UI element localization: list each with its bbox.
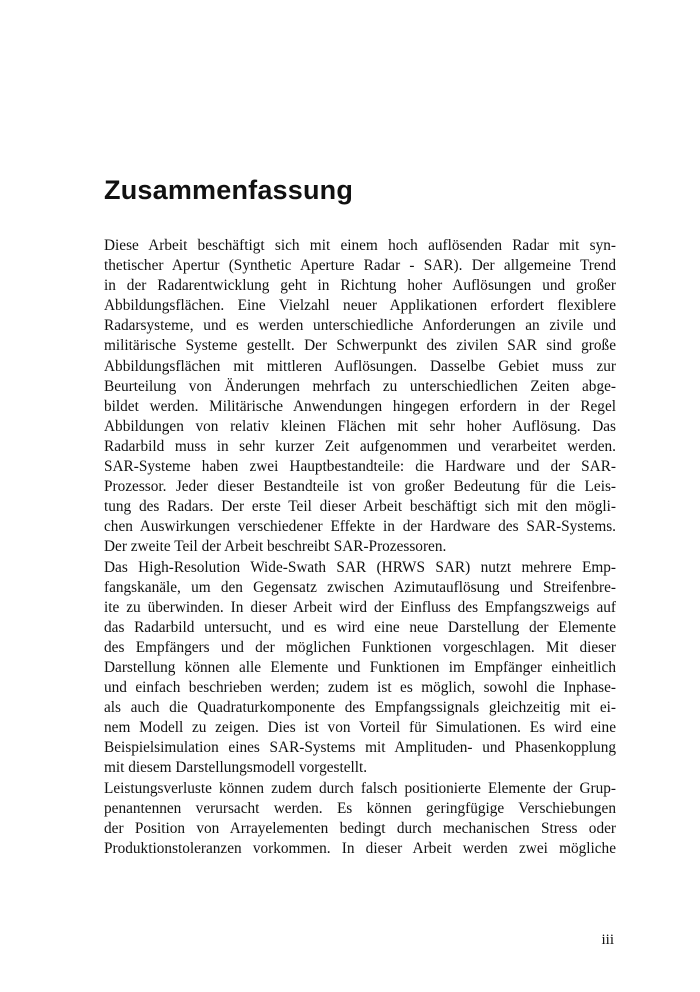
text-line: Beispielsimulation eines SAR-Systems mit Amplituden- und Phasenkopplung: [104, 739, 616, 757]
text-line: Darstellung können alle Elemente und Funktionen im Empfänger einheitlich: [104, 658, 616, 676]
text-line: der Position von Arrayelementen bedingt durch mechanischen Stress oder: [104, 819, 616, 837]
text-line: tung des Radars. Der erste Teil dieser Arbeit beschäftigt sich mit den mögli-: [104, 498, 616, 516]
text-line: Abbildungsflächen. Eine Vielzahl neuer Applikationen erfordert flexiblere: [104, 297, 616, 315]
text-line: Beurteilung von Änderungen mehrfach zu unterschiedlichen Zeiten abge-: [104, 377, 616, 395]
text-line: SAR-Systeme haben zwei Hauptbestandteile: die Hardware und der SAR-: [104, 458, 616, 476]
text-line: ite zu überwinden. In dieser Arbeit wird der Einfluss des Empfangszweigs auf: [104, 598, 616, 616]
text-line: als auch die Quadraturkomponente des Empfangssignals gleichzeitig mit ei-: [104, 699, 616, 717]
text-line: Leistungsverluste können zudem durch falsch positionierte Elemente der Grup-: [104, 779, 616, 797]
chapter-title: Zusammenfassung: [104, 175, 354, 205]
text-line: Abbildungen von relativ kleinen Flächen mit sehr hoher Auflösung. Das: [104, 417, 616, 435]
text-line: Das High-Resolution Wide-Swath SAR (HRWS SAR) nutzt mehrere Emp-: [104, 558, 616, 576]
text-line: chen Auswirkungen verschiedener Effekte in der Hardware des SAR-Systems.: [104, 518, 616, 536]
text-line: das Radarbild untersucht, und es wird eine neue Darstellung der Elemente: [104, 618, 616, 636]
text-line: thetischer Apertur (Synthetic Aperture Radar - SAR). Der allgemeine Trend: [104, 257, 616, 275]
text-line: Produktionstoleranzen vorkommen. In dieser Arbeit werden zwei mögliche: [104, 839, 616, 857]
text-line: Diese Arbeit beschäftigt sich mit einem hoch auflösenden Radar mit syn-: [104, 237, 616, 254]
text-line: mit diesem Darstellungsmodell vorgestellt.: [104, 759, 368, 777]
abstract-body: [104, 236, 616, 859]
text-line: Prozessor. Jeder dieser Bestandteile ist von großer Bedeutung für die Leis-: [104, 478, 616, 496]
text-line: in der Radarentwicklung geht in Richtung hoher Auflösungen und großer: [104, 277, 616, 295]
text-line: des Empfängers und der möglichen Funktionen vorgeschlagen. Mit dieser: [104, 638, 616, 656]
text-line: nem Modell zu zeigen. Dies ist von Vorteil für Simulationen. Es wird eine: [104, 719, 616, 737]
text-line: militärische Systeme gestellt. Der Schwerpunkt des zivilen SAR sind große: [104, 337, 616, 355]
text-line: penantennen verursacht werden. Es können geringfügige Verschiebungen: [104, 799, 616, 817]
text-line: Abbildungsflächen mit mittleren Auflösungen. Dasselbe Gebiet muss zur: [104, 357, 616, 375]
page-number: iii: [601, 932, 614, 948]
text-line: Der zweite Teil der Arbeit beschreibt SAR-Prozessoren.: [104, 538, 447, 556]
text-line: Radarsysteme, und es werden unterschiedliche Anforderungen an zivile und: [104, 317, 616, 335]
text-line: fangskanäle, um den Gegensatz zwischen Azimutauflösung und Streifenbre-: [104, 578, 616, 596]
text-line: und einfach beschrieben werden; zudem ist es möglich, sowohl die Inphase-: [104, 679, 616, 697]
text-line: Radarbild muss in sehr kurzer Zeit aufgenommen und verarbeitet werden.: [104, 437, 616, 455]
text-line: bildet werden. Militärische Anwendungen hingegen erfordern in der Regel: [104, 397, 616, 415]
